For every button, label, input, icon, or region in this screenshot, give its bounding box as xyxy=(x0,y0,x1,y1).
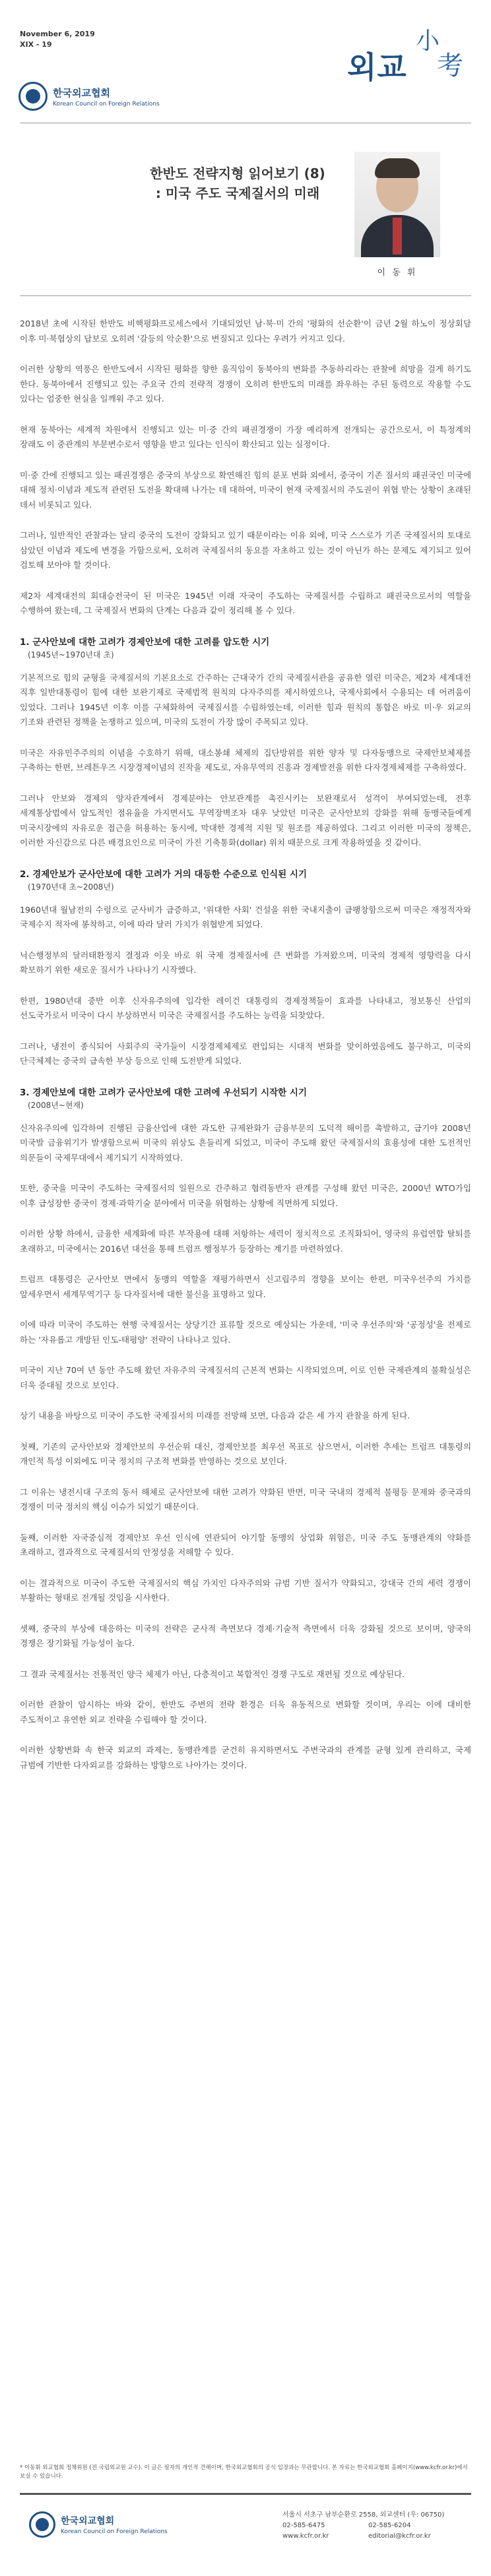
org-name: 한국외교협회 xyxy=(53,86,110,99)
paragraph: 닉슨행정부의 달러태환정지 결정과 이웃 바로 위 국제 경제질서에 큰 변화를 가져왔으며, 미국의 경제적 영향력을 다시 확보하기 위한 새로운 질서가 나타나기 시작했다. xyxy=(20,950,471,975)
paragraph: 이러한 관찰이 암시하는 바와 같이, 한반도 주변의 전략 환경은 더욱 유동적으로 변화할 것이며, 우리는 이에 대비한 주도적이고 유연한 외교 전략을 수립해야 할 것이다. xyxy=(20,1700,471,1725)
section-period: (1945년~1970년대 초) xyxy=(28,650,114,659)
paragraph: 제2차 세계대전의 회대승전국이 된 미국은 1945년 이래 자국이 주도하는 국제질서를 수립하고 패권국으로서의 역할을 수행하여 왔는데, 그 국제질서 변화의 단계는 다음과 같이 정리해 볼 수 있다. xyxy=(20,590,471,615)
section-heading: 2. 경제안보가 군사안보에 대한 고려가 거의 대등한 수준으로 인식된 시기 xyxy=(20,869,308,880)
paragraph: 그 결과 국제질서는 전통적인 양극 체제가 아닌, 다층적이고 복합적인 경쟁 구도로 재편될 것으로 예상된다. xyxy=(20,1669,405,1679)
title-line-2: : 미국 주도 국제질서의 미래 xyxy=(155,185,320,201)
section-heading: 3. 경제안보에 대한 고려가 군사안보에 대한 고려에 우선되기 시작한 시기 xyxy=(20,1087,308,1098)
title-line-1: 한반도 전략지형 읽어보기 (8) xyxy=(150,166,325,181)
author-name: 이 동 휘 xyxy=(377,268,418,278)
footer-address: 서울시 서초구 남부순환로 2558, 외교센터 (우: 06750) xyxy=(282,2511,445,2519)
paragraph: 이에 따라 미국이 주도하는 현행 국제질서는 상당기간 표류할 것으로 예상되는 가운데, '미국 우선주의'와 '공정성'을 전제로 하는 '자유롭고 개방된 인도-태평양' 전략이 나타나고 있다. xyxy=(20,1320,471,1345)
paragraph: 이는 결과적으로 미국이 주도한 국제질서의 핵심 가치인 다자주의와 규범 기반 질서가 약화되고, 강대국 간의 세력 경쟁이 부활하는 형태로 전개될 것임을 시사한다. xyxy=(20,1578,471,1603)
article-body xyxy=(20,317,471,1789)
paragraph: 둘째, 이러한 자국중심적 경제안보 우선 인식에 연관되어 야기할 동맹의 상업화 위험은, 미국 주도 동맹관계의 약화를 초래하고, 결과적으로 국제질서의 안정성을 저해할 수 있다. xyxy=(20,1532,471,1557)
paragraph: 2018년 초에 시작된 한반도 비핵평화프로세스에서 기대되었던 남·북·미 간의 '평화의 선순환'이 금년 2월 하노이 정상회담 이후 미·북협상의 답보로 오히려 '갈등의 악순환'으로 변질되고 있다는 우려가 커지고 있다. xyxy=(20,319,471,344)
paragraph: 현재 동북아는 세계적 차원에서 진행되고 있는 미·중 간의 패권경쟁이 가장 예리하게 전개되는 공간으로서, 이 특정계의 장래도 이 중관계의 부문변수로서 영향을 받고 있다는 인식이 확산되고 있는 실정이다. xyxy=(20,424,471,449)
paragraph: 이러한 상황 하에서, 금융한 세계화에 따른 부작용에 대해 저항하는 세력이 정치적으로 조직화되어, 영국의 유럽연합 탈퇴를 초래하고, 미국에서는 2016년 대선을 통해 트럼프 행정부가 등장하는 계기를 마련하였다. xyxy=(20,1229,471,1254)
brand-main: 외교 xyxy=(347,49,407,85)
paragraph: 한편, 1980년대 중반 이후 신자유주의에 입각한 레이건 대통령의 경제정책들이 효과를 나타내고, 정보통신 산업의 선도국가로서 미국이 다시 부상하면서 미국은 국제질서를 주도하는 능력을 되찾았다. xyxy=(20,995,471,1020)
paragraph: 기본적으로 힘의 균형을 국제질서의 기본요소로 간주하는 근대국가 간의 국제질서관을 공유한 열린 미국은, 제2차 세계대전 직후 일반대통령이 힘에 대한 보완기제로 국제법적 원칙의 다자주의를 제시하였으나, 국제사회에서 수용되는 데 어려움이 있었다. 그러나 1945년 이후 이를 구체화하여 국제질서를 수립하였는데, 이러한 힘과 원칙의 통합은 바로 미·우 외교의 기조와 관련된 정책을 논쟁하고 있으며, 미국의 도전이 가장 많이 주목되고 있다. xyxy=(20,672,471,727)
paragraph: 그러나 안보와 경제의 양자관계에서 경제분야는 안보관계를 촉진시키는 보완재로서 성격이 부여되었는데, 전후 세계통상법에서 압도적인 점유율을 가지면서도 무역장벽조차 대우 낮았던 미국은 군사안보의 강화를 위해 동맹국들에게 미국시장에의 자유로운 접근을 허용하는 동시에, 막대한 경제적 지원 및 원조를 제공하였다. 그리고 이러한 미국의 정책은, 이러한 자신감으로 다른 배경요인으로 미국이 가진 기축통화(dollar) 위치 때문으로 크게 작용하였을 것 같이다. xyxy=(20,793,471,847)
section-heading: 1. 군사안보에 대한 고려가 경제안보에 대한 고려를 압도한 시기 xyxy=(20,636,270,648)
footer-org xyxy=(29,2511,168,2538)
issue-date: November 6, 2019 xyxy=(20,30,95,38)
footer-contact xyxy=(282,2510,454,2542)
footer-org-name: 한국외교협회 xyxy=(61,2516,115,2527)
section-period: (2008년~현재) xyxy=(28,1100,84,1110)
footer-fax: 02-585-6204 xyxy=(368,2522,411,2529)
title-divider xyxy=(20,295,471,296)
paragraph: 미국이 지난 70여 년 동안 주도해 왔던 자유주의 국제질서의 근본적 변화는 시작되었으며, 이로 인한 국제관계의 불확실성은 더욱 증대될 것으로 보인다. xyxy=(20,1365,471,1390)
paragraph: 미국은 자유민주주의의 이념을 수호하기 위해, 대소봉쇄 체제의 집단방위를 위한 양자 및 다자동맹으로 국제안보체제를 구축하는 한편, 브레튼우즈 시장경제이념의 진작을 제도로, 자유무역의 진흥과 경제발전을 위한 다자경제체제를 구축하였다. xyxy=(20,747,471,772)
paragraph: 그 이유는 냉전시대 구조의 동서 해체로 군사안보에 대한 고려가 약화된 반면, 미국 국내의 경제적 불평등 문제와 중국과의 경쟁이 미국 정치의 핵심 이슈가 되었기 때문이다. xyxy=(20,1487,471,1512)
paragraph: 그러나, 일반적인 관찰과는 달리 중국의 도전이 강화되고 있기 때문이라는 이유 외에, 미국 스스로가 기존 국제질서의 토대로 삼았던 이념과 제도에 변경을 가함으로써, 오히려 국제질서의 동요를 자초하고 있는 것이 아닌가 하는 문제도 제기되고 있어 검토해 보아야 할 것이다. xyxy=(20,530,471,570)
footer-emblem-icon xyxy=(29,2511,55,2538)
paragraph: 신자유주의에 입각하여 진행된 금융산업에 대한 과도한 규제완화가 금융부문의 도덕적 해이를 촉발하고, 급기야 2008년 미국발 금융위기가 발생함으로써 미국의 위상도 흔들리게 되었고, 미국이 주도해 왔던 국제질서의 효용성에 대한 도전적인 의문들이 국제무대에서 제기되기 시작하였다. xyxy=(20,1122,471,1163)
footer-web-link[interactable]: www.kcfr.or.kr xyxy=(282,2532,329,2540)
paragraph: 1960년대 월남전의 수렁으로 군사비가 급증하고, '위대한 사회' 건설을 위한 국내지출이 급팽창함으로써 미국은 재정적자와 국제수지 적자에 봉착하고, 이에 따라 달러 가치가 위협받게 되었다. xyxy=(20,904,471,929)
paragraph: 트럼프 대통령은 군사안보 면에서 동맹의 역할을 재평가하면서 신고립주의 경향을 보이는 한편, 미국우선주의 가치를 앞세우면서 세계무역기구 등 다자질서에 대한 불신을 표명하고 있다. xyxy=(20,1274,471,1299)
paragraph: 상기 내용을 바탕으로 미국이 주도한 국제질서의 미래를 전망해 보면, 다음과 같은 세 가지 관찰을 하게 된다. xyxy=(20,1411,410,1421)
footnote: * 이동휘 외교협회 정책위원 (전 국립외교원 교수). 이 글은 필자의 개인적 견해이며, 한국외교협회의 공식 입장과는 무관합니다. 본 자료는 한국외교협회 홈페이지(www.kcfr.or.kr)에서 보실 수 있습니다. xyxy=(20,2465,468,2480)
paragraph: 미·중 간에 진행되고 있는 패권경쟁은 중국의 부상으로 확연해진 힘의 분포 변화 외에서, 중국이 기존 질서의 패권국인 미국에 대해 정치·이념과 제도적 관련된 도전을 확대해 나가는 데 대하여, 미국이 현재 국제질서의 주도권이 위협 받는 상황이 초래된 데서 비롯되고 있다. xyxy=(20,470,471,510)
org-header xyxy=(18,82,160,111)
paragraph: 그러나, 냉전이 종식되어 사회주의 국가들이 시장경제체제로 편입되는 시대적 변화를 맞이하였음에도 불구하고, 미국의 단극체제는 중국의 급속한 부상 등으로 인해 도전받게 되었다. xyxy=(20,1041,471,1066)
issue-number: XIX - 19 xyxy=(20,40,52,49)
paragraph: 셋째, 중국의 부상에 대응하는 미국의 전략은 군사적 측면보다 경제·기술적 측면에서 더욱 강화될 것으로 보이며, 양국의 경쟁은 장기화될 가능성이 높다. xyxy=(20,1623,471,1648)
footer-divider xyxy=(20,2493,471,2495)
issue-meta xyxy=(20,29,95,50)
footer-email-link[interactable]: editorial@kcfr.or.kr xyxy=(368,2532,431,2540)
brand-kao: 考 xyxy=(437,51,463,81)
org-emblem-icon xyxy=(18,82,48,111)
org-name-en: Korean Council on Foreign Relations xyxy=(53,100,160,107)
paragraph: 이러한 상황의 역풍은 한반도에서 시작된 평화를 향한 움직임이 동북아의 변화를 추동하리라는 관찰에 희망을 걸게 하기도 한다. 동북아에서 진행되고 있는 주요국 간의 전략적 경쟁이 오히려 한반도의 미래를 좌우하는 주된 동력으로 작용할 수도 있다는 엄중한 현실을 일깨워 주고 있다. xyxy=(20,364,471,404)
section-period: (1970년대 초~2008년) xyxy=(28,882,114,892)
article-title xyxy=(99,164,376,203)
paragraph: 이러한 상황변화 속 한국 외교의 과제는, 동맹관계를 굳건히 유지하면서도 주변국과의 관계를 균형 있게 관리하고, 국제 규범에 기반한 다자외교를 강화하는 방향으로 나아가는 것이다. xyxy=(20,1745,471,1770)
brand-small: 小 xyxy=(416,28,440,55)
author-photo xyxy=(354,152,440,257)
footer-tel: 02-585-6475 xyxy=(282,2522,325,2529)
author-block xyxy=(351,152,443,278)
footer-org-name-en: Korean Council on Foreign Relations xyxy=(61,2529,168,2535)
paragraph: 또한, 중국을 미국이 주도하는 국제질서의 일원으로 간주하고 협력동반자 관계를 구성해 왔던 미국은, 2000년 WTO가입 이후 급성장한 중국이 경제·과학기술 분야에서 미국을 위협하는 상황에 직면하게 되었다. xyxy=(20,1183,471,1208)
paragraph: 첫째, 기존의 군사안보와 경제안보의 우선순위 대신, 경제안보를 최우선 목표로 삼으면서, 이러한 추세는 트럼프 대통령의 개인적 특성 이외에도 미국 정치의 구조적 변화를 반영하는 것으로 보인다. xyxy=(20,1441,471,1466)
series-brand xyxy=(338,17,470,90)
